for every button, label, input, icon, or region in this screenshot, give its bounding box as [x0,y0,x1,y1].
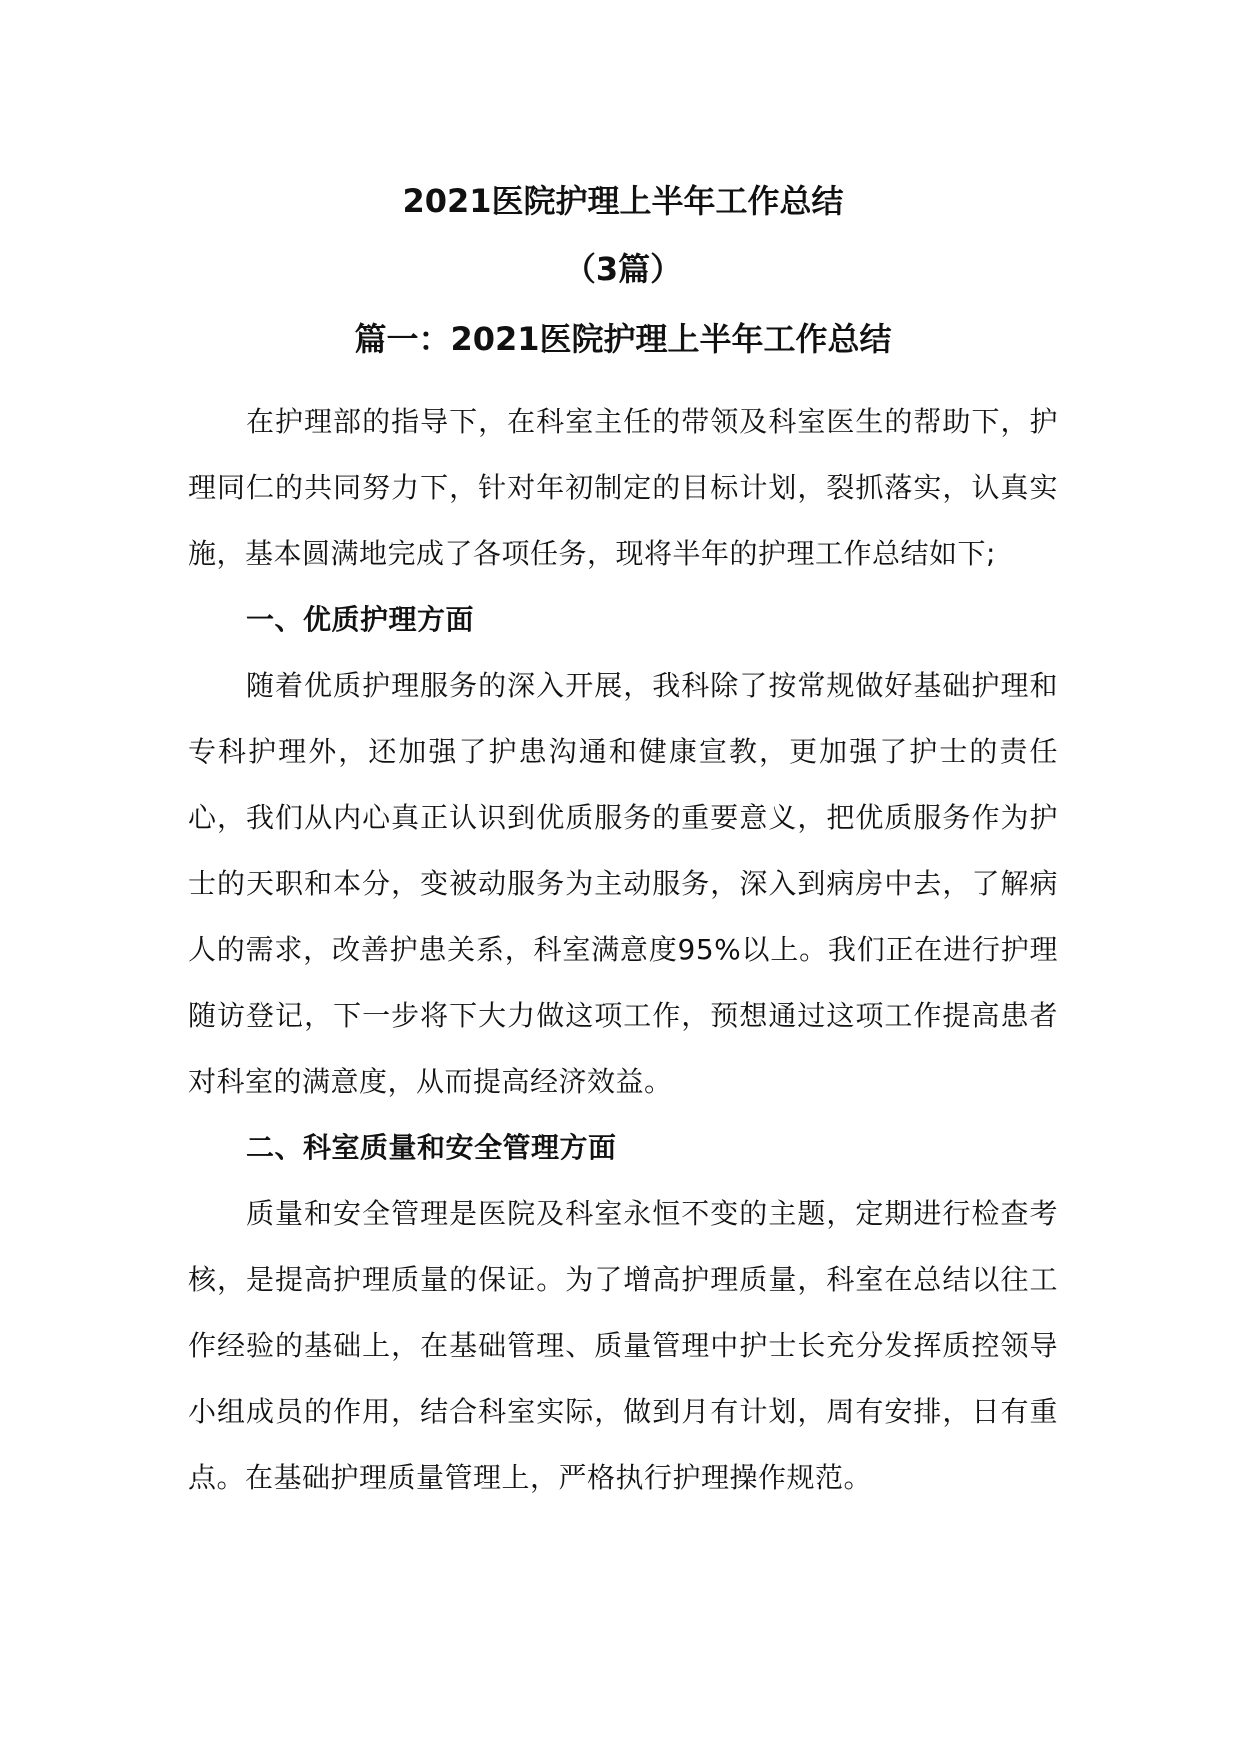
heading-quality-safety: 二、科室质量和安全管理方面 [246,1131,617,1164]
document-body [188,389,1058,1511]
quality-nursing-paragraph: 随着优质护理服务的深入开展，我科除了按常规做好基础护理和专科护理外，还加强了护患沟通和健康宣教，更加强了护士的责任心，我们从内心真正认识到优质服务的重要意义，把优质服务作为护士的天职和本分，变被动服务为主动服务，深入到病房中去，了解病人的需求，改善护患关系，科室满意度95%以上。我们正在进行护理随访登记，下一步将下大力做这项工作，预想通过这项工作提高患者对科室的满意度，从而提高经济效益。 [188,669,1058,1098]
document-page [188,0,1058,1754]
heading-quality-nursing: 一、优质护理方面 [246,603,475,636]
section-title-part-one: 篇一：2021医院护理上半年工作总结 [354,320,892,358]
intro-paragraph: 在护理部的指导下，在科室主任的带领及科室医生的帮助下，护理同仁的共同努力下，针对年初制定的目标计划，裂抓落实，认真实施，基本圆满地完成了各项任务，现将半年的护理工作总结如下; [188,405,1058,570]
document-subtitle-count: （3篇） [563,250,683,288]
quality-safety-paragraph: 质量和安全管理是医院及科室永恒不变的主题，定期进行检查考核，是提高护理质量的保证。为了增高护理质量，科室在总结以往工作经验的基础上，在基础管理、质量管理中护士长充分发挥质控领导小组成员的作用，结合科室实际，做到月有计划，周有安排，日有重点。在基础护理质量管理上，严格执行护理操作规范。 [188,1197,1058,1494]
document-title: 2021医院护理上半年工作总结 [402,182,844,220]
